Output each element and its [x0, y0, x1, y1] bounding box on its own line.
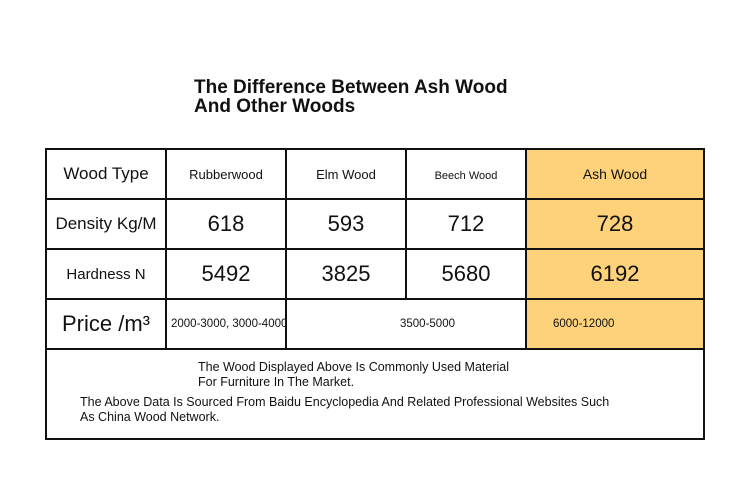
header-label: Wood Type [63, 164, 149, 183]
header-elm-wood [287, 150, 407, 200]
hardness-elm-wood [287, 250, 407, 300]
header-beech-wood [407, 150, 527, 200]
footer-notes [47, 350, 703, 438]
row-label: Density Kg/M [55, 214, 157, 233]
price-elm-beech-cell [287, 300, 527, 350]
note-usage [198, 360, 578, 390]
cell-value: 593 [327, 211, 365, 236]
cell-value: 5492 [201, 261, 251, 286]
price-value: 2000-3000, 3000-4000 [171, 318, 288, 330]
cell-value: 728 [596, 211, 634, 236]
hardness-rubberwood [167, 250, 287, 300]
header-label: Ash Wood [582, 166, 648, 182]
title-line-2: And Other Woods [194, 96, 356, 117]
header-label: Rubberwood [189, 166, 263, 182]
row-label-price [47, 300, 167, 350]
cell-value: 618 [207, 211, 245, 236]
note-line: The Above Data Is Sourced From Baidu Encyclopedia And Related Professional Websites Such [80, 395, 610, 409]
note-source [80, 395, 680, 425]
row-label-density [47, 200, 167, 250]
cell-value: 712 [447, 211, 485, 236]
note-line: The Wood Displayed Above Is Commonly Used Material [198, 360, 510, 374]
row-label: Price /m³ [62, 311, 150, 336]
price-value: 3500-5000 [400, 318, 455, 330]
row-label-hardness [47, 250, 167, 300]
note-line: For Furniture In The Market. [198, 375, 355, 389]
title-line-1: The Difference Between Ash Wood [194, 77, 508, 98]
density-ash-wood [527, 200, 703, 250]
header-label: Beech Wood [434, 170, 498, 182]
hardness-beech-wood [407, 250, 527, 300]
cell-value: 5680 [441, 261, 491, 286]
price-rubberwood-cell [167, 300, 287, 350]
price-ash-wood-cell [527, 300, 703, 350]
cell-value: 3825 [321, 261, 371, 286]
density-beech-wood [407, 200, 527, 250]
comparison-table [45, 148, 705, 440]
note-line: As China Wood Network. [80, 410, 220, 424]
header-label: Elm Wood [316, 166, 376, 182]
hardness-ash-wood [527, 250, 703, 300]
page-title [194, 78, 554, 116]
density-rubberwood [167, 200, 287, 250]
header-ash-wood [527, 150, 703, 200]
density-elm-wood [287, 200, 407, 250]
header-rubberwood [167, 150, 287, 200]
header-wood-type [47, 150, 167, 200]
cell-value: 6192 [590, 261, 640, 286]
row-label: Hardness N [66, 265, 146, 283]
price-value: 6000-12000 [553, 318, 615, 330]
